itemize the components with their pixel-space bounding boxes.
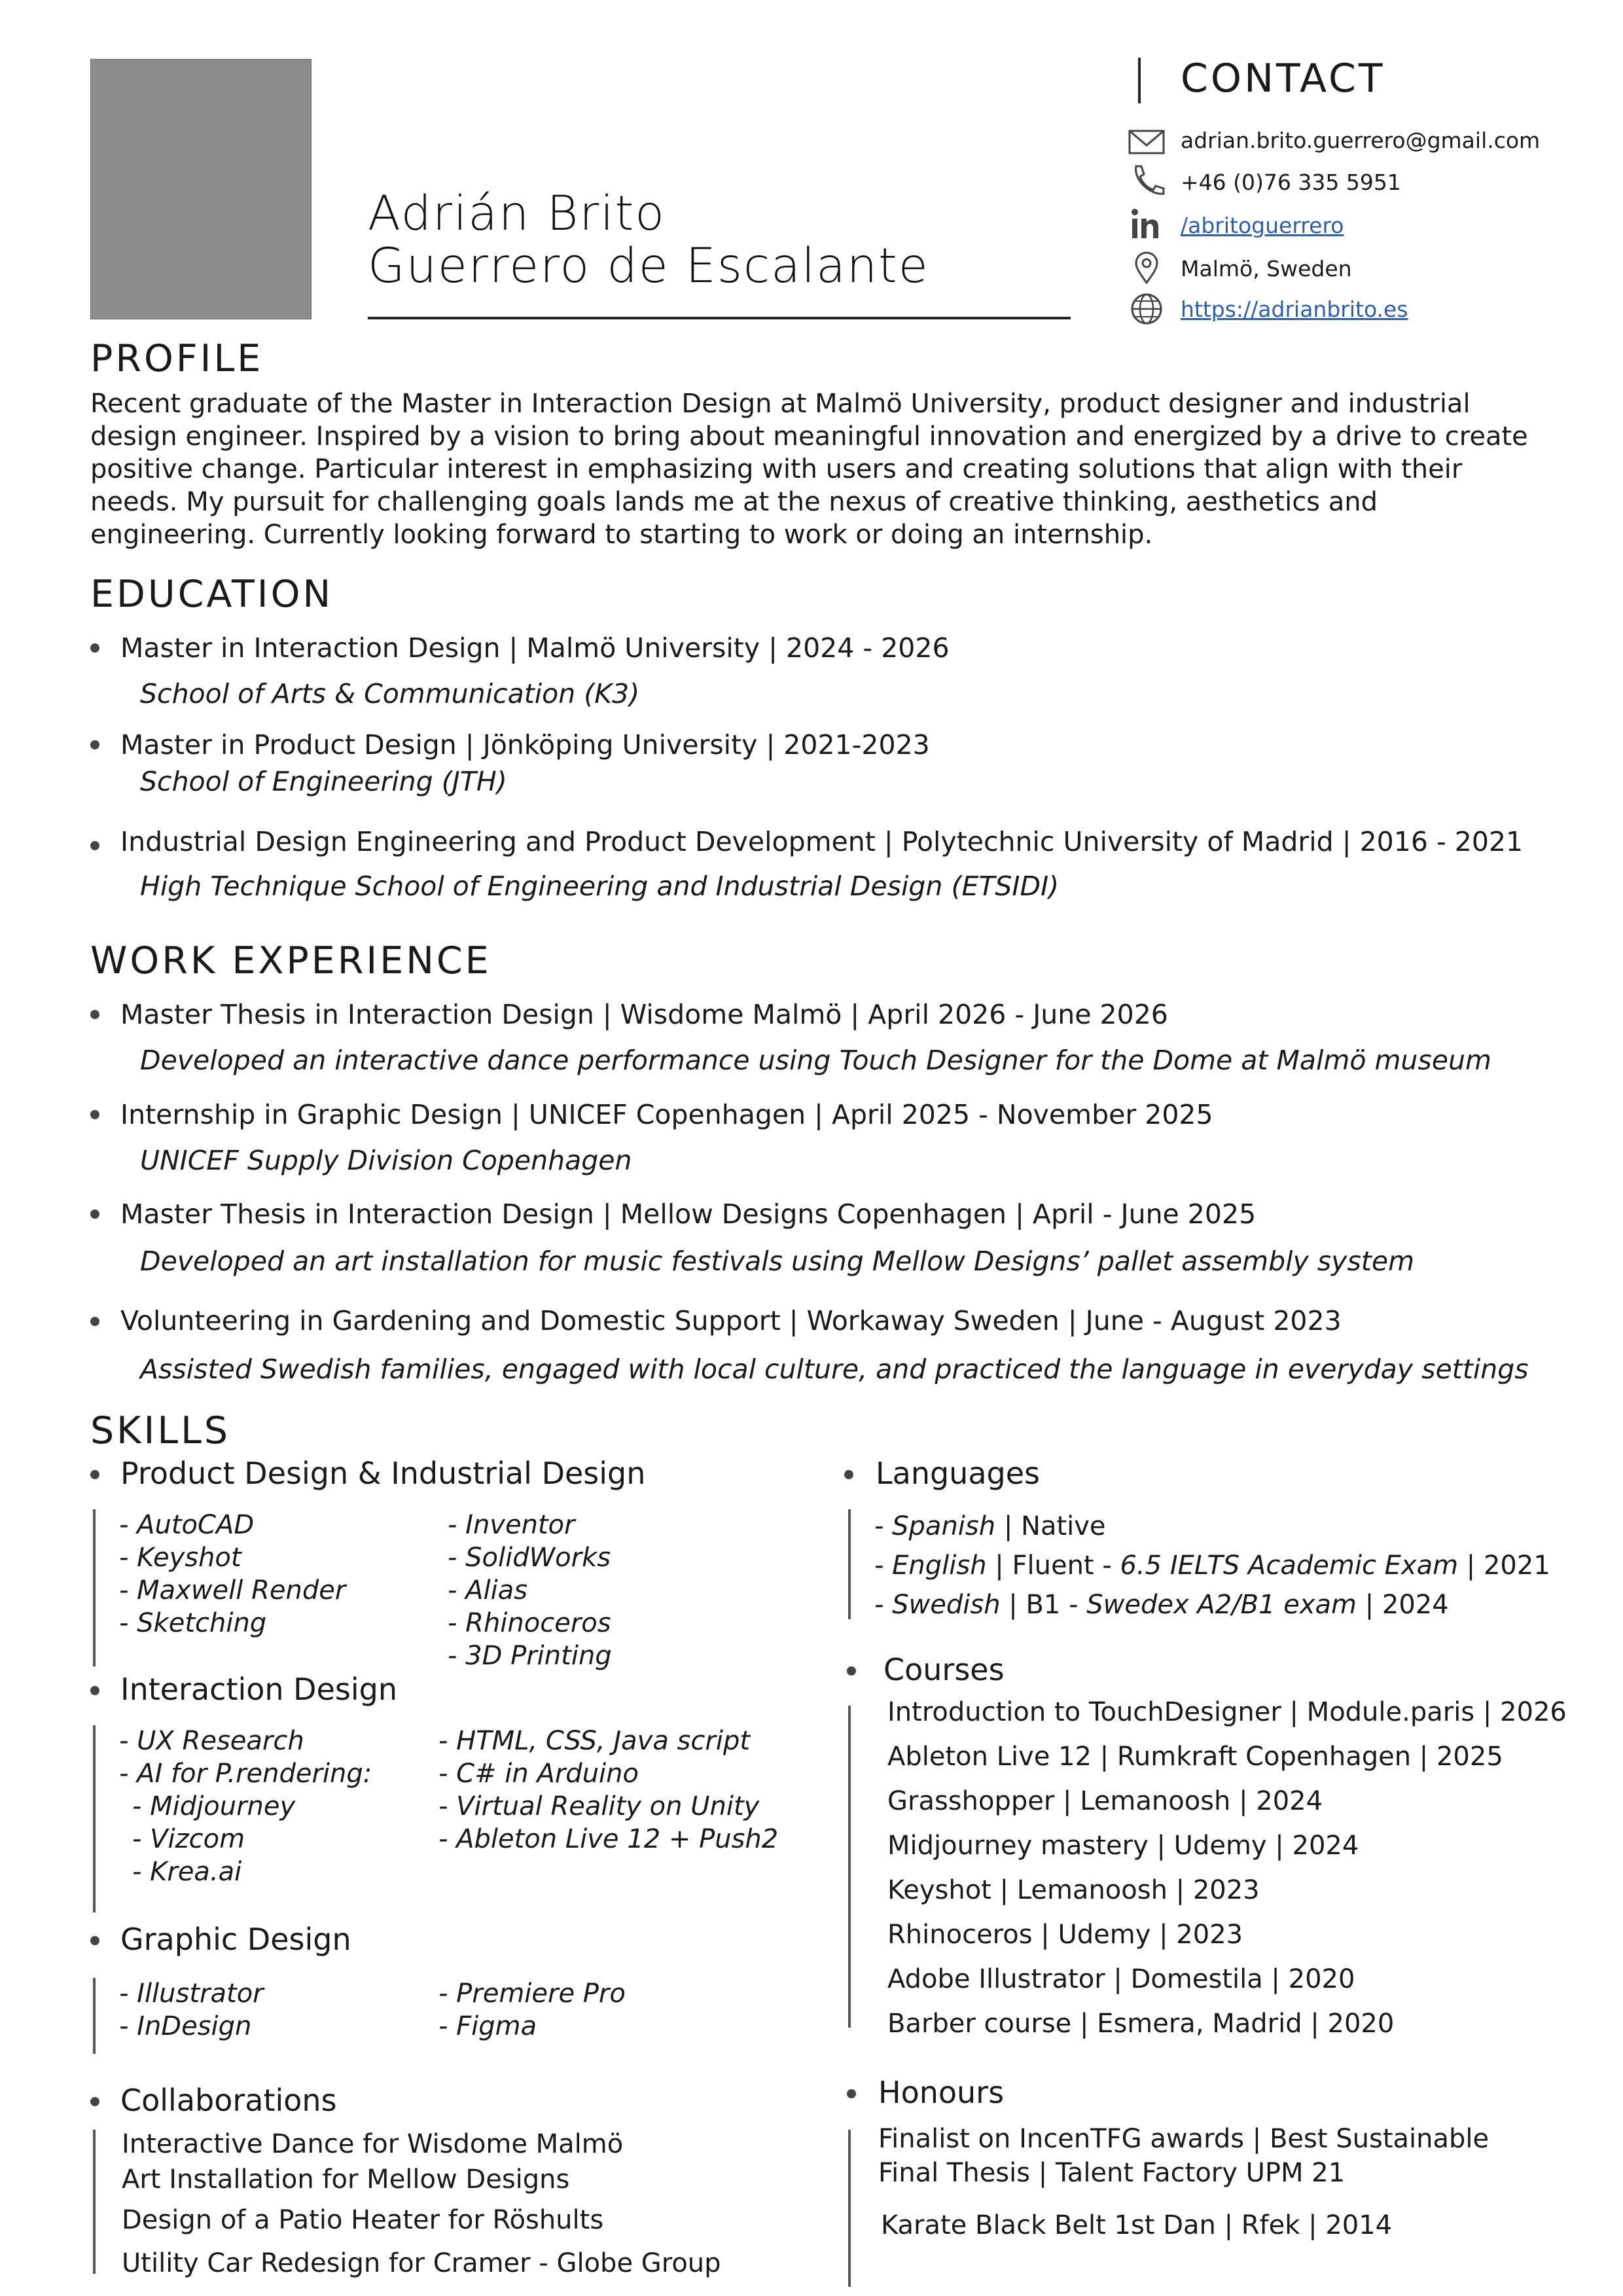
skill-item: - C# in Arduino [438, 1759, 639, 1789]
work-item: Internship in Graphic Design | UNICEF Copenhagen | April 2025 - November 2025 [120, 1099, 1213, 1130]
skills-heading: SKILLS [90, 1409, 231, 1452]
education-item-school: High Technique School of Engineering and Industrial Design (ETSIDI) [140, 870, 1060, 902]
skill-group-divider [93, 1725, 96, 1912]
bullet [90, 1317, 99, 1326]
contact-phone[interactable]: +46 (0)76 335 5951 [1181, 170, 1401, 195]
profile-text: Recent graduate of the Master in Interaction Design at Malmö University, product designer and industrial design engineer. Inspired by a vision to bring about meaningful innovation and energized by a drive to create positive change. Particular interest in emphasizing with users and creating solutions that align with their needs. My pursuit for challenging goals lands me at the nexus of creative thinking, aesthetics and engineering. Currently looking forward to starting to work or doing an internship. [90, 389, 1528, 550]
skill-item: - SolidWorks [448, 1543, 611, 1573]
contact-divider [1138, 58, 1141, 103]
bullet [90, 1936, 99, 1945]
mail-icon [1127, 124, 1166, 158]
course-item: Rhinoceros | Udemy | 2023 [887, 1920, 1243, 1950]
skill-group-title: Courses [883, 1652, 1005, 1687]
bullet [90, 1110, 99, 1119]
linkedin-icon [1127, 207, 1166, 241]
bullet [90, 1686, 99, 1695]
work-item: Volunteering in Gardening and Domestic Support | Workaway Sweden | June - August 2023 [120, 1305, 1342, 1336]
phone-icon [1127, 164, 1166, 198]
skill-item: - 3D Printing [448, 1641, 612, 1671]
skill-item: - Ableton Live 12 + Push2 [438, 1824, 779, 1854]
skill-group-title: Honours [878, 2075, 1005, 2110]
work-item-description: Developed an interactive dance performance using Touch Designer for the Dome at Malmö museum [140, 1045, 1491, 1076]
skill-item: - Alias [448, 1575, 528, 1605]
honour-item: Final Thesis | Talent Factory UPM 21 [878, 2158, 1346, 2188]
skill-group-divider [93, 2130, 96, 2274]
contact-email[interactable]: adrian.brito.guerrero@gmail.com [1181, 128, 1541, 153]
profile-photo [90, 59, 312, 319]
skill-item: - Midjourney [132, 1791, 296, 1821]
language-item: - English | Fluent - 6.5 IELTS Academic Exam | 2021 [874, 1551, 1550, 1581]
skill-item: - HTML, CSS, Java script [438, 1726, 751, 1756]
skill-item: - Virtual Reality on Unity [438, 1791, 760, 1821]
skill-item: - Krea.ai [132, 1857, 242, 1887]
bullet [90, 740, 99, 749]
skill-item: - Sketching [119, 1608, 267, 1638]
course-item: Adobe Illustrator | Domestila | 2020 [887, 1964, 1355, 1994]
skill-item: - AutoCAD [119, 1510, 255, 1540]
work-item-description: UNICEF Supply Division Copenhagen [140, 1145, 632, 1176]
skill-item: - Rhinoceros [448, 1608, 611, 1638]
collaboration-item: Art Installation for Mellow Designs [122, 2164, 570, 2195]
skill-group-divider [848, 1509, 851, 1619]
skill-group-title: Collaborations [120, 2083, 337, 2118]
contact-linkedin-link[interactable]: /abritoguerrero [1181, 213, 1344, 238]
language-item: - Spanish | Native [874, 1511, 1106, 1541]
skill-item: - Premiere Pro [438, 1979, 626, 2009]
skill-item: - Vizcom [132, 1824, 245, 1854]
skill-item: - InDesign [119, 2011, 252, 2041]
education-heading: EDUCATION [90, 573, 334, 616]
skill-group-divider [848, 2130, 851, 2287]
work-item: Master Thesis in Interaction Design | Wisdome Malmö | April 2026 - June 2026 [120, 999, 1168, 1030]
collaboration-item: Design of a Patio Heater for Röshults [122, 2205, 604, 2235]
contact-heading: CONTACT [1181, 56, 1385, 101]
contact-location: Malmö, Sweden [1181, 256, 1352, 281]
bullet [90, 1470, 99, 1479]
skill-group-title: Graphic Design [120, 1922, 351, 1957]
globe-icon [1127, 292, 1166, 326]
skill-group-title: Product Design & Industrial Design [120, 1456, 646, 1491]
work-item: Master Thesis in Interaction Design | Mellow Designs Copenhagen | April - June 2025 [120, 1198, 1257, 1230]
collaboration-item: Utility Car Redesign for Cramer - Globe Group [122, 2248, 721, 2278]
skill-item: - Illustrator [119, 1979, 264, 2009]
skill-group-divider [93, 1978, 96, 2054]
skill-group-divider [848, 1706, 851, 2028]
location-pin-icon [1127, 250, 1166, 284]
bullet [90, 2097, 99, 2106]
course-item: Barber course | Esmera, Madrid | 2020 [887, 2009, 1395, 2039]
skill-group-title: Languages [876, 1456, 1040, 1491]
profile-heading: PROFILE [90, 337, 264, 380]
bullet [847, 2089, 856, 2098]
education-item-school: School of Engineering (JTH) [140, 766, 507, 797]
education-item-school: School of Arts & Communication (K3) [140, 678, 640, 709]
bullet [90, 643, 99, 653]
name-line-1: Adrián Brito [368, 186, 666, 242]
work-item-description: Assisted Swedish families, engaged with local culture, and practiced the language in everyday settings [140, 1354, 1529, 1385]
skill-item: - UX Research [119, 1726, 304, 1756]
language-item: - Swedish | B1 - Swedex A2/B1 exam | 2024 [874, 1590, 1449, 1620]
skill-item: - Keyshot [119, 1543, 241, 1573]
skill-group-title: Interaction Design [120, 1672, 398, 1707]
collaboration-item: Interactive Dance for Wisdome Malmö [122, 2129, 624, 2159]
work-item-description: Developed an art installation for music festivals using Mellow Designs’ pallet assembly system [140, 1246, 1415, 1277]
honour-item: Finalist on IncenTFG awards | Best Sustainable [878, 2124, 1489, 2154]
education-item: Industrial Design Engineering and Product Development | Polytechnic University of Madrid | 2016 - 2021 [120, 826, 1524, 857]
honour-item: Karate Black Belt 1st Dan | Rfek | 2014 [881, 2210, 1393, 2240]
name-line-2: Guerrero de Escalante [368, 238, 929, 294]
bullet [847, 1666, 856, 1676]
skill-item: - Figma [438, 2011, 537, 2041]
education-item: Master in Product Design | Jönköping University | 2021-2023 [120, 729, 930, 761]
bullet [90, 1010, 99, 1019]
bullet [844, 1470, 853, 1479]
course-item: Ableton Live 12 | Rumkraft Copenhagen | 2025 [887, 1742, 1503, 1772]
bullet [90, 1210, 99, 1219]
course-item: Grasshopper | Lemanoosh | 2024 [887, 1786, 1323, 1816]
skill-item: - Maxwell Render [119, 1575, 346, 1605]
education-item: Master in Interaction Design | Malmö University | 2024 - 2026 [120, 632, 950, 664]
course-item: Midjourney mastery | Udemy | 2024 [887, 1831, 1359, 1861]
skill-item: - Inventor [448, 1510, 575, 1540]
course-item: Introduction to TouchDesigner | Module.paris | 2026 [887, 1697, 1567, 1727]
contact-website-link[interactable]: https://adrianbrito.es [1181, 296, 1408, 322]
bullet [90, 841, 99, 850]
name-underline [368, 317, 1071, 319]
work-heading: WORK EXPERIENCE [90, 939, 491, 982]
skill-group-divider [93, 1509, 96, 1666]
course-item: Keyshot | Lemanoosh | 2023 [887, 1875, 1260, 1905]
skill-item: - AI for P.rendering: [119, 1759, 372, 1789]
